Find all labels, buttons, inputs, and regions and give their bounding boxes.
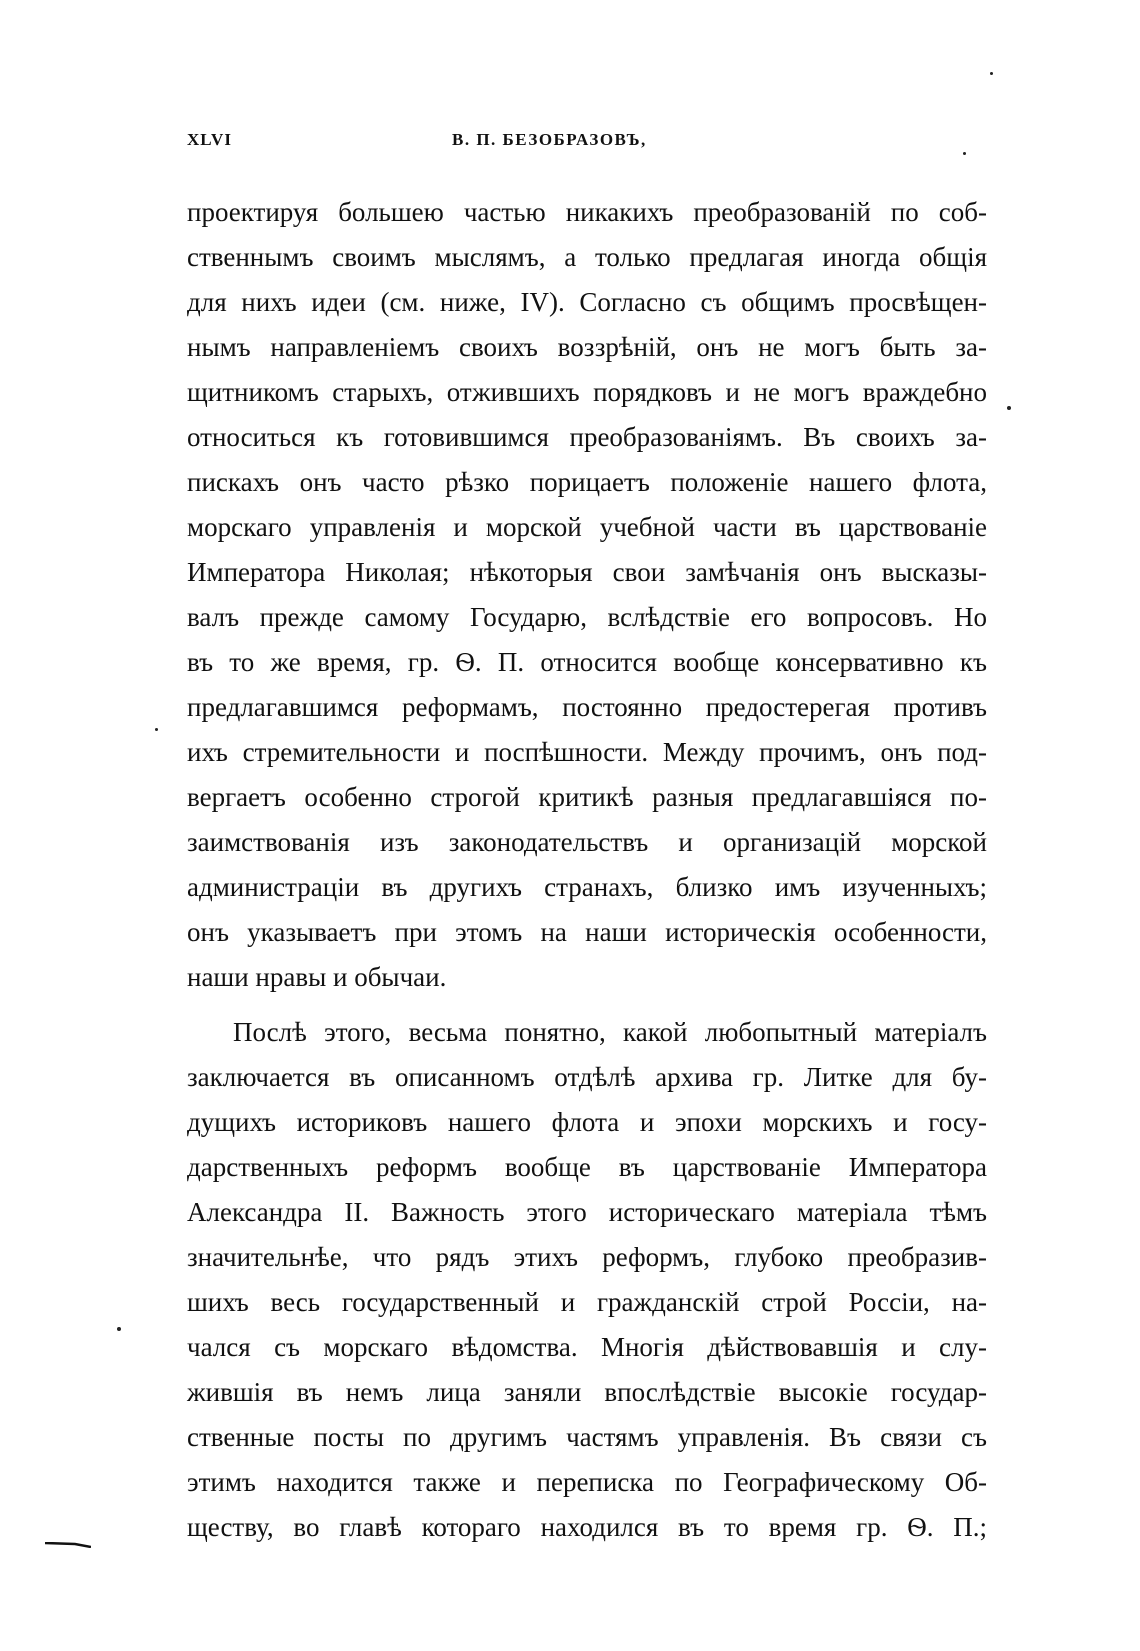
- paragraph-1: [187, 190, 987, 1000]
- text-line: ственные посты по другимъ частямъ управленія. Въ связи съ: [187, 1422, 987, 1452]
- text-line: вергаетъ особенно строгой критикѣ разныя предлагавшіяся по-: [187, 782, 987, 812]
- text-line: Послѣ этого, весьма понятно, какой любопытный матеріалъ: [233, 1017, 987, 1047]
- text-line: администраціи въ другихъ странахъ, близко имъ изученныхъ;: [187, 872, 987, 902]
- text-line: предлагавшимся реформамъ, постоянно предостерегая противъ: [187, 692, 987, 722]
- scan-speck: [117, 1327, 121, 1331]
- running-head: В. П. БЕЗОБРАЗОВЪ,: [452, 130, 647, 149]
- scan-speck: [1007, 406, 1011, 410]
- page-header: [187, 130, 987, 160]
- text-line: дарственныхъ реформъ вообще въ царствованіе Императора: [187, 1152, 987, 1182]
- text-line: заключается въ описанномъ отдѣлѣ архива гр. Литке для бу-: [187, 1062, 987, 1092]
- text-line: ществу, во главѣ котораго находился въ то время гр. Ѳ. П.;: [187, 1512, 987, 1542]
- scan-mark: [45, 1542, 91, 1548]
- text-line: дущихъ историковъ нашего флота и эпохи морскихъ и госу-: [187, 1107, 987, 1137]
- text-line: ихъ стремительности и поспѣшности. Между прочимъ, онъ под-: [187, 737, 987, 767]
- scan-speck: [155, 728, 158, 731]
- text-line: заимствованія изъ законодательствъ и организацій морской: [187, 827, 987, 857]
- text-line: относиться къ готовившимся преобразованіямъ. Въ своихъ за-: [187, 422, 987, 452]
- text-line: шихъ весь государственный и гражданскій строй Россіи, на-: [187, 1287, 987, 1317]
- text-line: этимъ находится также и переписка по Географическому Об-: [187, 1467, 987, 1497]
- text-line: для нихъ идеи (см. ниже, IV). Согласно съ общимъ просвѣщен-: [187, 287, 987, 317]
- text-line: Александра II. Важность этого историческаго матеріала тѣмъ: [187, 1197, 987, 1227]
- text-line: значительнѣе, что рядъ этихъ реформъ, глубоко преобразив-: [187, 1242, 987, 1272]
- text-line: въ то же время, гр. Ѳ. П. относится вообще консервативно къ: [187, 647, 987, 677]
- page-body: [187, 190, 987, 1550]
- scan-speck: [963, 152, 966, 155]
- text-line: ственнымъ своимъ мыслямъ, а только предлагая иногда общія: [187, 242, 987, 272]
- text-line: Императора Николая; нѣкоторыя свои замѣчанія онъ высказы-: [187, 557, 987, 587]
- text-line: жившія въ немъ лица заняли впослѣдствіе высокіе государ-: [187, 1377, 987, 1407]
- text-line: щитникомъ старыхъ, отжившихъ порядковъ и не могъ враждебно: [187, 377, 987, 407]
- text-line: морскаго управленія и морской учебной части въ царствованіе: [187, 512, 987, 542]
- page-number: XLVI: [187, 130, 232, 149]
- text-line: нымъ направленіемъ своихъ воззрѣній, онъ не могъ быть за-: [187, 332, 987, 362]
- text-line: пискахъ онъ часто рѣзко порицаетъ положеніе нашего флота,: [187, 467, 987, 497]
- text-line: проектируя большею частью никакихъ преобразованій по соб-: [187, 197, 987, 227]
- text-line: онъ указываетъ при этомъ на наши историческія особенности,: [187, 917, 987, 947]
- text-line: валъ прежде самому Государю, вслѣдствіе его вопросовъ. Но: [187, 602, 987, 632]
- text-line: чался съ морскаго вѣдомства. Многія дѣйствовавшія и слу-: [187, 1332, 987, 1362]
- scan-speck: [990, 72, 993, 75]
- text-line: наши нравы и обычаи.: [187, 962, 447, 992]
- paragraph-2: [187, 1010, 987, 1550]
